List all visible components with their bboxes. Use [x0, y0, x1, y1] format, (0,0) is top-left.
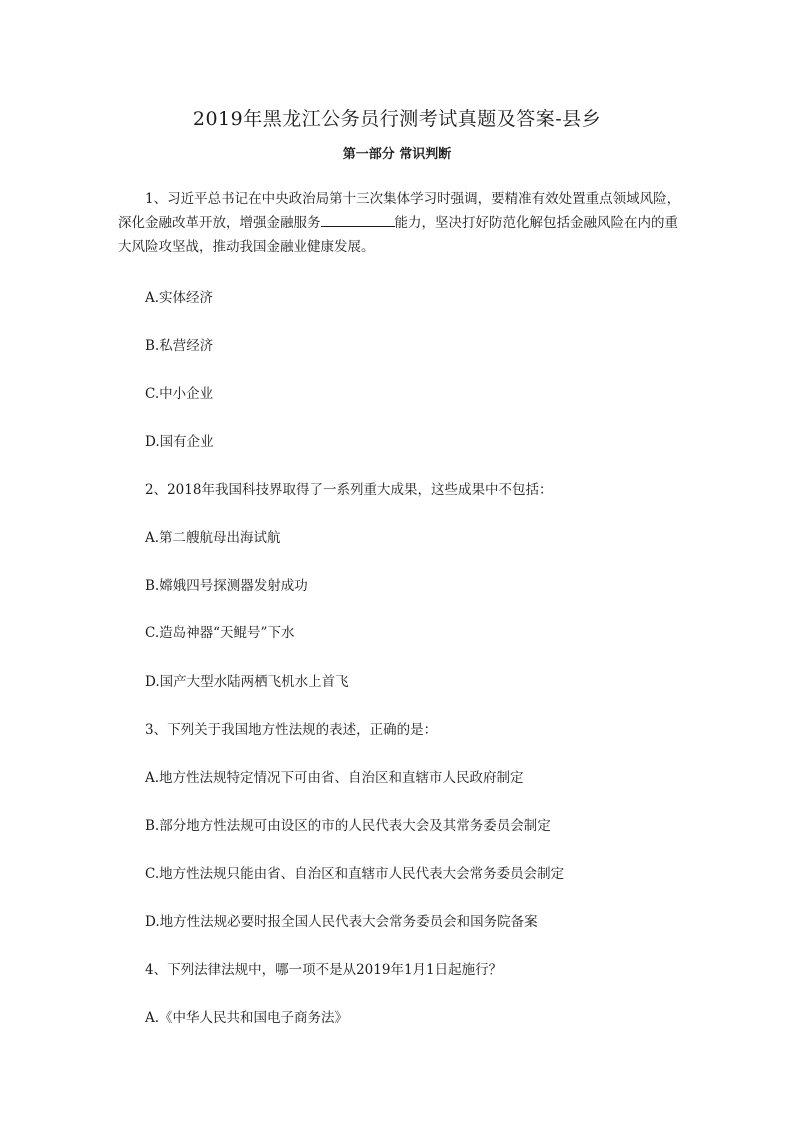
document-title: 2019年黑龙江公务员行测考试真题及答案-县乡 — [192, 108, 602, 130]
question-2-stem: 2、2018年我国科技界取得了一系列重大成果，这些成果中不包括： — [145, 482, 553, 498]
question-1-stem — [118, 187, 684, 259]
question-3-option-c: C.地方性法规只能由省、自治区和直辖市人民代表大会常务委员会制定 — [145, 866, 565, 882]
question-2-option-d: D.国产大型水陆两栖飞机水上首飞 — [145, 674, 349, 690]
question-3-option-b: B.部分地方性法规可由设区的市的人民代表大会及其常务委员会制定 — [145, 818, 551, 834]
question-1-stem-after: 能力，坚决打好防范化解包括金融风险在内的重大风险攻坚战，推动我国金融业健康发展。 — [118, 215, 678, 255]
question-1-stem-before: 1、习近平总书记在中央政治局第十三次集体学习时强调，要精准有效处置重点领域风险，深化金融改革开放，增强金融服务 — [118, 191, 681, 231]
question-1-option-d: D.国有企业 — [145, 434, 214, 450]
question-4-option-a: A.《中华人民共和国电子商务法》 — [145, 1010, 349, 1026]
answer-blank — [321, 212, 395, 227]
question-3-option-d: D.地方性法规必要时报全国人民代表大会常务委员会和国务院备案 — [145, 914, 538, 930]
question-4-stem: 4、下列法律法规中，哪一项不是从2019年1月1日起施行？ — [145, 962, 503, 978]
section-heading: 第一部分 常识判断 — [342, 147, 452, 162]
question-1-option-a: A.实体经济 — [145, 290, 214, 306]
question-3-option-a: A.地方性法规特定情况下可由省、自治区和直辖市人民政府制定 — [145, 770, 524, 786]
question-2-option-c: C.造岛神器“天鲲号”下水 — [145, 625, 295, 641]
question-1-option-b: B.私营经济 — [145, 338, 214, 354]
question-1-option-c: C.中小企业 — [145, 386, 214, 402]
question-2-option-a: A.第二艘航母出海试航 — [145, 530, 281, 546]
question-3-stem: 3、下列关于我国地方性法规的表述，正确的是： — [145, 722, 438, 738]
question-2-option-b: B.嫦娥四号探测器发射成功 — [145, 578, 308, 594]
